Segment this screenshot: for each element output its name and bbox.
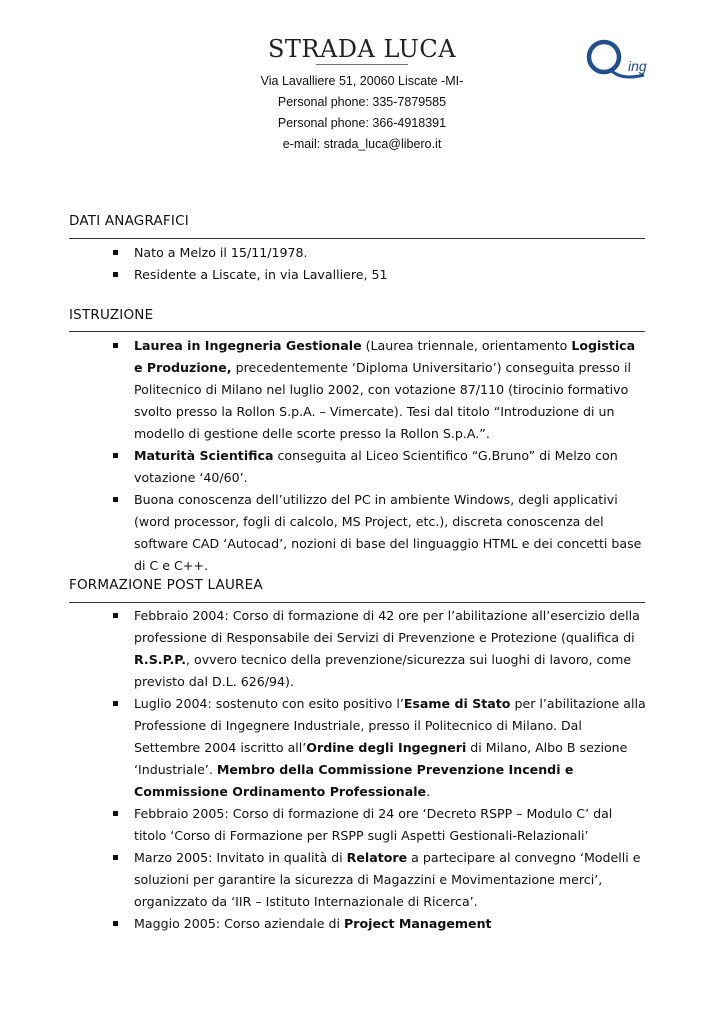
bullet-icon [113,921,118,926]
section-title-istruzione: ISTRUZIONE [69,307,154,323]
list-item: Maggio 2005: Corso aziendale di Project Management [0,913,724,935]
logo-text: ing [628,58,647,74]
bullet-icon [113,613,118,618]
bullet-icon [113,855,118,860]
person-name: STRADA LUCA [267,35,457,63]
bullet-icon [113,701,118,706]
section-rule [69,331,645,332]
list-item: Luglio 2004: sostenuto con esito positivo l’Esame di Stato per l’abilitazione alla Professione di Ingegnere Industriale, presso il Politecnico di Milano. Dal Settembre 2004 iscritto all’Ordine degli Ingegneri di Milano, Albo B sezione ‘Industriale’. Membro della Commissione Prevenzione Incendi e Commissione Ordinamento Professionale. [0,693,724,803]
list-item: Maturità Scientifica conseguita al Liceo Scientifico “G.Bruno” di Melzo con votazione ‘40/60’. [0,445,724,489]
address: Via Lavalliere 51, 20060 Liscate -MI- [260,74,464,88]
list-item: Residente a Liscate, in via Lavalliere, 51 [0,264,724,286]
qing-logo-graphic [584,35,654,87]
istruzione-list [0,335,724,577]
bullet-icon [113,453,118,458]
phone-1: Personal phone: 335-7879585 [277,95,447,109]
section-rule [69,238,645,239]
dati-anagrafici-list [0,242,724,286]
formazione-list [0,605,724,935]
bullet-icon [113,497,118,502]
bullet-icon [113,811,118,816]
section-title-formazione: FORMAZIONE POST LAUREA [69,577,263,593]
list-item: Febbraio 2005: Corso di formazione di 24 ore ‘Decreto RSPP – Modulo C’ dal titolo ‘Corso di Formazione per RSPP sugli Aspetti Gestionali-Relazionali’ [0,803,724,847]
name-underline [316,64,408,65]
bullet-icon [113,343,118,348]
phone-2: Personal phone: 366-4918391 [277,116,447,130]
list-item: Laurea in Ingegneria Gestionale (Laurea triennale, orientamento Logistica e Produzione, precedentemente ‘Diploma Universitario’) conseguita presso il Politecnico di Milano nel luglio 2002, con votazione 87/110 (tirocinio formativo svolto presso la Rollon S.p.A. – Vimercate). Tesi dal titolo “Introduzione di un modello di gestione delle scorte presso la Rollon S.p.A.”. [0,335,724,445]
email: e-mail: strada_luca@libero.it [282,137,442,151]
section-title-dati-anagrafici: DATI ANAGRAFICI [69,213,189,229]
list-item: Marzo 2005: Invitato in qualità di Relatore a partecipare al convegno ‘Modelli e soluzioni per garantire la sicurezza di Magazzini e Movimentazione merci’, organizzato da ‘IIR – Istituto Internazionale di Ricerca’. [0,847,724,913]
section-rule [69,602,645,603]
bullet-icon [113,272,118,277]
list-item: Nato a Melzo il 15/11/1978. [0,242,724,264]
qing-logo [584,35,654,87]
list-item: Febbraio 2004: Corso di formazione di 42 ore per l’abilitazione all’esercizio della professione di Responsabile dei Servizi di Prevenzione e Protezione (qualifica di R.S.P.P., ovvero tecnico della prevenzione/sicurezza sui luoghi di lavoro, come previsto dal D.L. 626/94). [0,605,724,693]
list-item: Buona conoscenza dell’utilizzo del PC in ambiente Windows, degli applicativi (word processor, fogli di calcolo, MS Project, etc.), discreta conoscenza del software CAD ‘Autocad’, nozioni di base del linguaggio HTML e dei concetti base di C e C++. [0,489,724,577]
bullet-icon [113,250,118,255]
